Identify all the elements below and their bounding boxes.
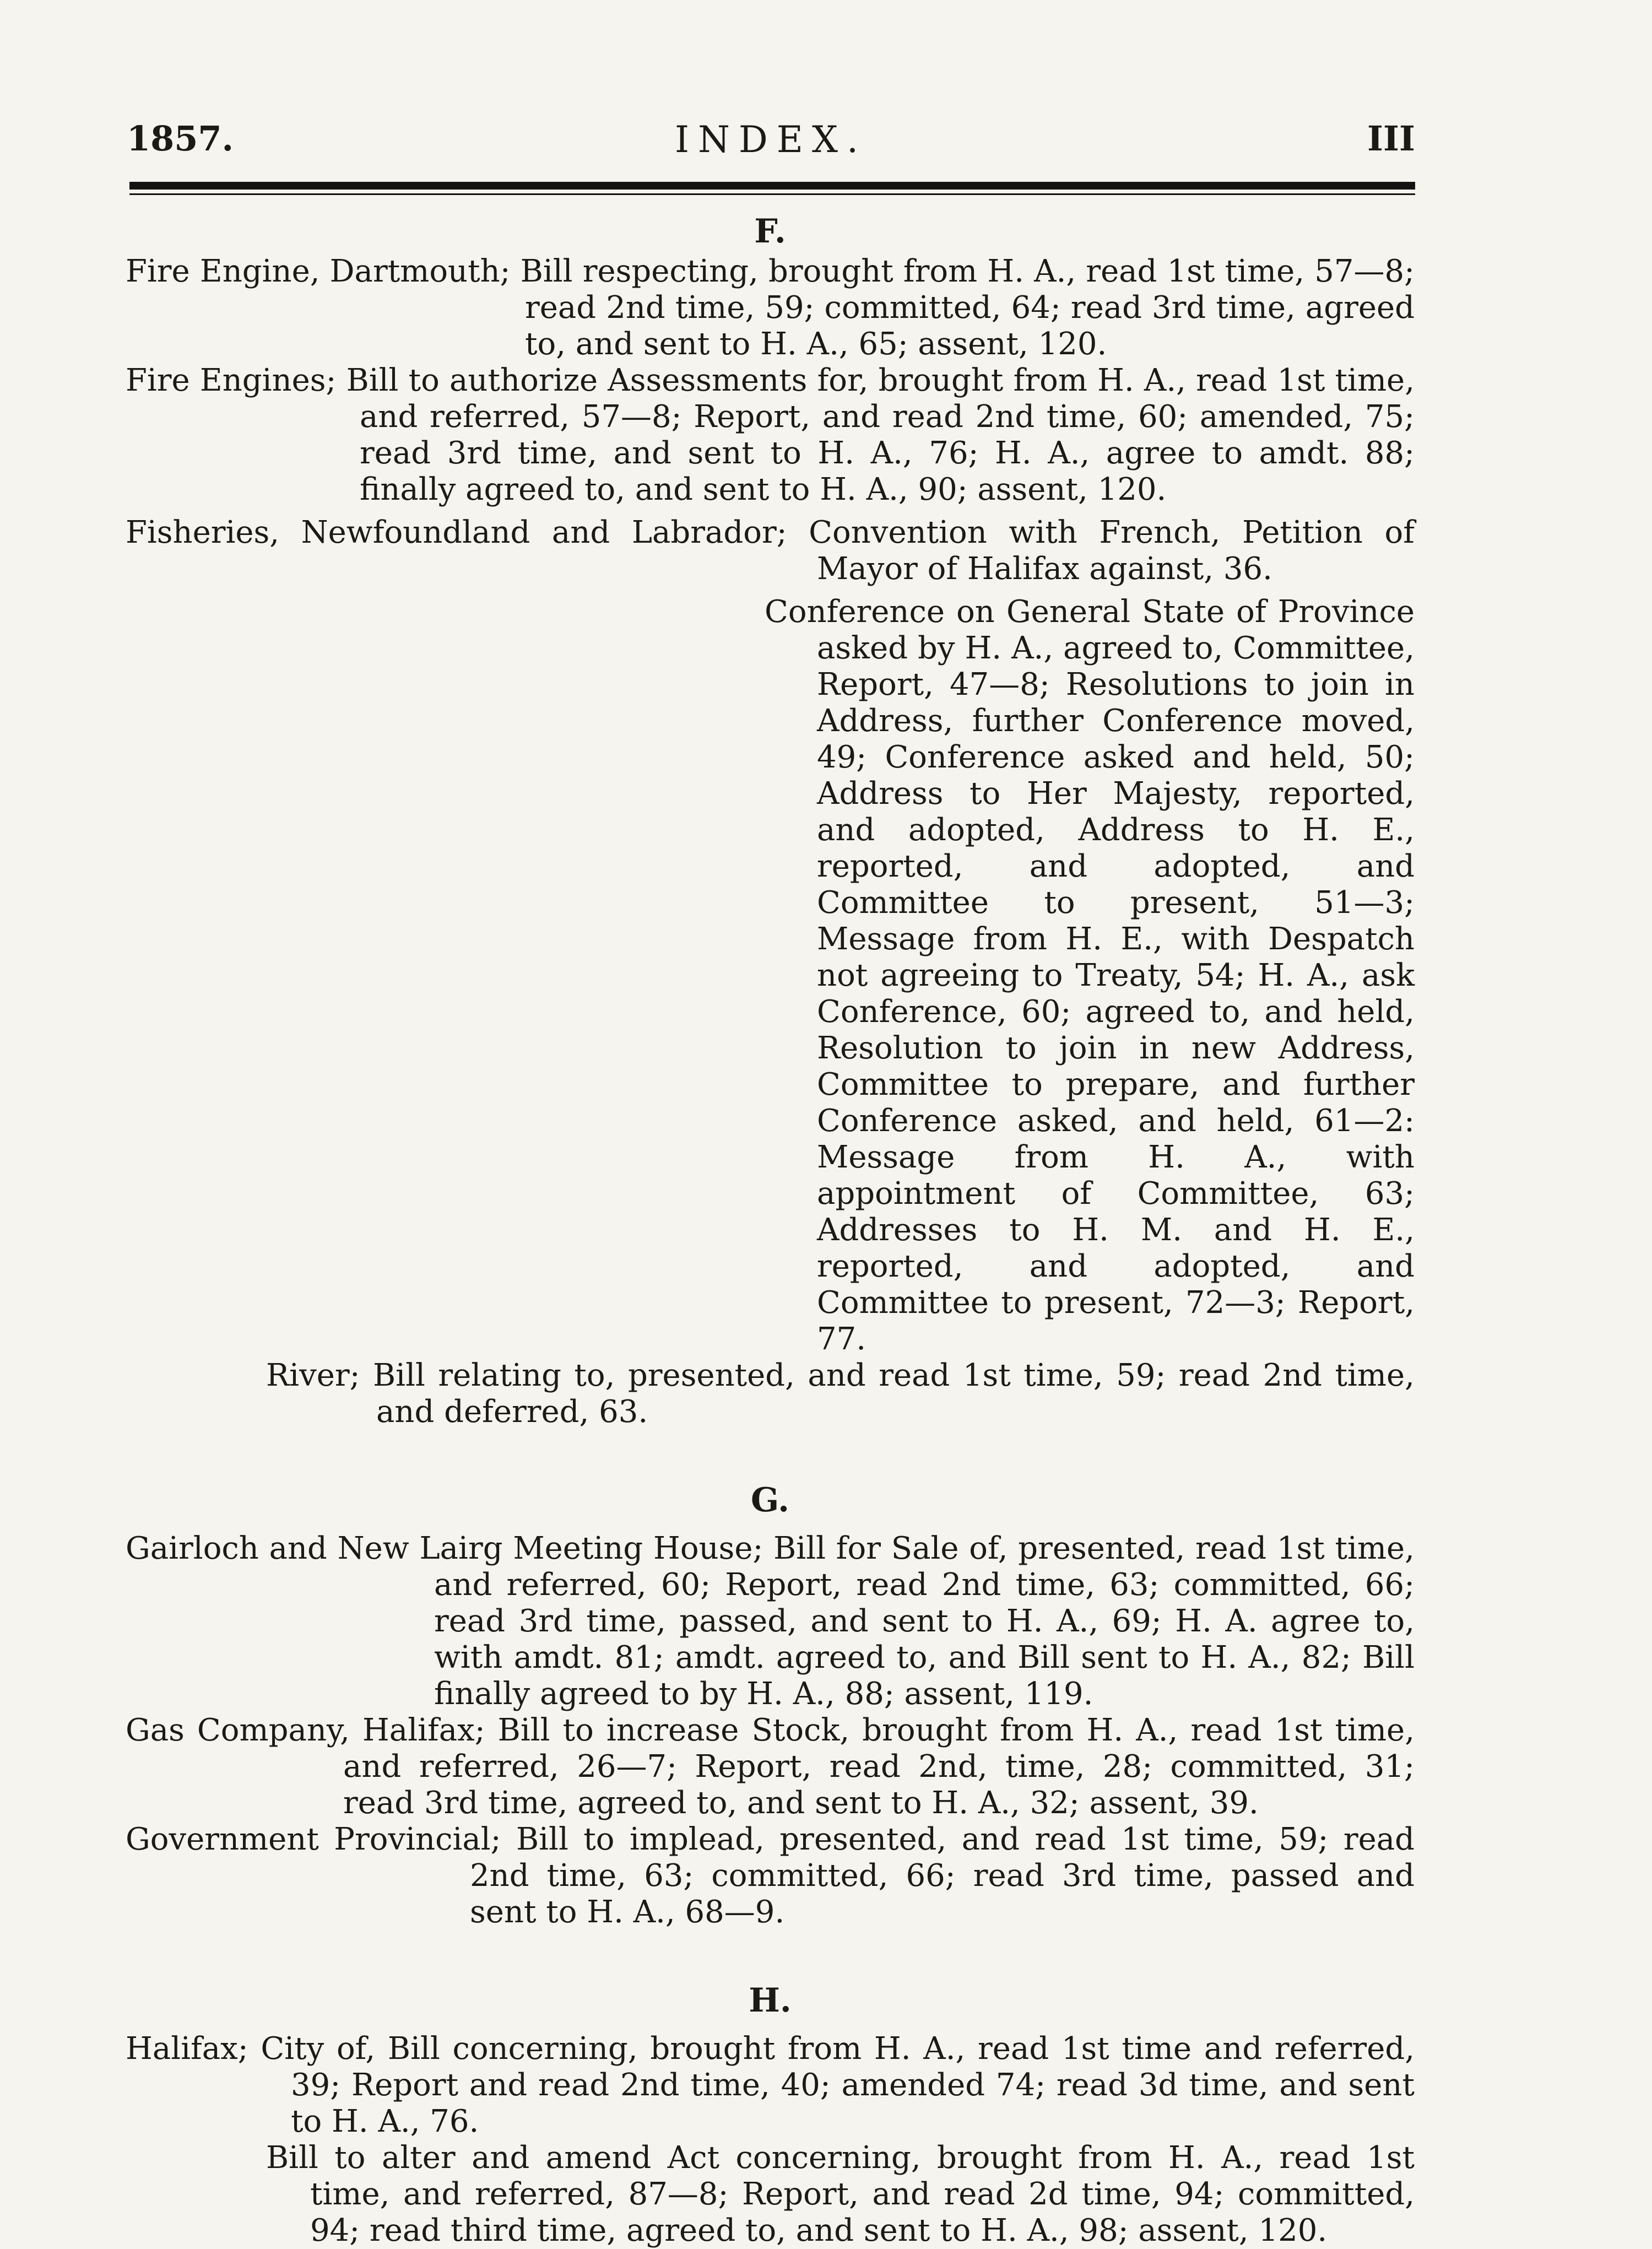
index-entry-fire-engine-dartmouth: [126, 253, 1415, 363]
index-entry-fisheries-river: [126, 1358, 1415, 1430]
entry-head: Gas Company, Halifax;: [126, 1712, 485, 1748]
index-entry-fire-engines: [126, 363, 1415, 508]
entry-head: Gairloch and New Lairg Meeting House;: [126, 1531, 763, 1566]
header-year: 1857.: [127, 118, 234, 159]
entry-text: City of, Bill concerning, brought from H. A., read 1st time and referred, 39; Report and read 2nd time, 40; amended 74; read 3d time, and sent to H. A., 76.: [261, 2031, 1415, 2139]
section-heading-f: F.: [754, 212, 786, 251]
header-rule: [129, 182, 1415, 196]
index-entry-fisheries: [126, 515, 1415, 587]
index-entry-gas-company-halifax: [126, 1712, 1415, 1821]
entry-text: Bill to alter and amend Act concerning, brought from H. A., read 1st time, and referred, 87—8; Report, and read 2d time, 94; committed, 94; read third time, agreed to, and sent to H. A., 98; assent, 120.: [266, 2140, 1415, 2248]
page-header: [127, 118, 1415, 168]
entry-text: Conference on General State of Province asked by H. A., agreed to, Committee, Report, 47—8; Resolutions to join in Address, further Conference moved, 49; Conference asked and held, 50; Address to Her Majesty, reported, and adopted, Address to H. E., reported, and adopted, and Committee to present, 51—3; Message from H. E., with Despatch not agreeing to Treaty, 54; H. A., ask Conference, 60; agreed to, and held, Resolution to join in new Address, Committee to prepare, and further Conference asked, and held, 61—2: Message from H. A., with appointment of Committee, 63; Addresses to H. M. and H. E., reported, and adopted, and Committee to present, 72—3; Report, 77.: [765, 594, 1415, 1357]
header-rule-thick: [129, 182, 1415, 190]
entry-text: Convention with French, Petition of Mayor of Halifax against, 36.: [809, 515, 1415, 587]
entry-text: Bill respecting, brought from H. A., read 1st time, 57—8; read 2nd time, 59; committed, 64; read 3rd time, agreed to, and sent to H. A., 65; assent, 120.: [520, 253, 1415, 362]
section-heading-g: G.: [751, 1481, 789, 1520]
entry-text: Bill for Sale of, presented, read 1st time, and referred, 60; Report, read 2nd time, 63; committed, 66; read 3rd time, passed, and sent to H. A., 69; H. A. agree to, with amdt. 81; amdt. agreed to, and Bill sent to H. A., 82; Bill finally agreed to by H. A., 88; assent, 119.: [434, 1531, 1415, 1712]
entry-head: Halifax;: [126, 2031, 248, 2067]
entry-text: Bill to increase Stock, brought from H. A., read 1st time, and referred, 26—7; Report, read 2nd, time, 28; committed, 31; read 3rd time, agreed to, and sent to H. A., 32; assent, 39.: [343, 1712, 1415, 1821]
header-page-number: III: [1367, 118, 1415, 159]
entry-head: River;: [266, 1358, 360, 1393]
index-entry-government-provincial: [126, 1821, 1415, 1931]
index-entry-halifax-act: [126, 2140, 1415, 2249]
header-rule-thin: [129, 193, 1415, 195]
entry-text: Bill to authorize Assessments for, brought from H. A., read 1st time, and referred, 57—8; Report, and read 2nd time, 60; amended, 75; read 3rd time, and sent to H. A., 76; H. A., agree to amdt. 88; finally agreed to, and sent to H. A., 90; assent, 120.: [346, 363, 1415, 507]
entry-head: Fire Engines;: [126, 363, 337, 398]
entry-text: Bill to implead, presented, and read 1st time, 59; read 2nd time, 63; committed, 66; read 3rd time, passed and sent to H. A., 68—9.: [470, 1821, 1415, 1930]
header-title: INDEX.: [675, 118, 867, 161]
index-entry-halifax-city: [126, 2031, 1415, 2140]
entry-text: Bill relating to, presented, and read 1st time, 59; read 2nd time, and deferred, 63.: [373, 1358, 1415, 1430]
index-entry-fisheries-conference: [126, 594, 1415, 1358]
entry-head: Fire Engine, Dartmouth;: [126, 253, 511, 289]
section-heading-h: H.: [749, 1981, 792, 2020]
entry-head: Government Provincial;: [126, 1821, 501, 1857]
entry-head: Fisheries, Newfoundland and Labrador;: [126, 515, 787, 550]
index-body: [126, 209, 1415, 2249]
index-entry-gairloch-meeting-house: [126, 1531, 1415, 1712]
